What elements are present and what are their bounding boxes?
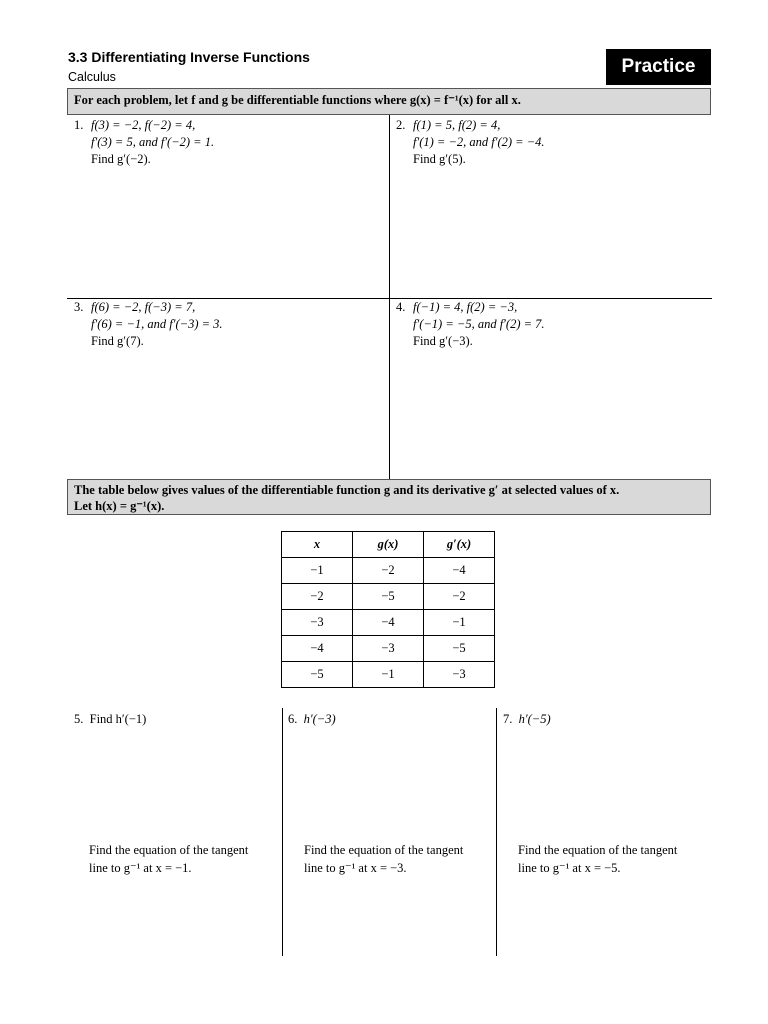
problem-given-line2: f′(1) = −2, and f′(2) = −4. <box>413 135 545 149</box>
table-cell: −4 <box>353 610 424 636</box>
problem-question: Find g′(−2). <box>91 152 151 166</box>
problem-5 <box>74 711 146 728</box>
problem-given-line1: f(6) = −2, f(−3) = 7, <box>91 300 196 314</box>
table-row <box>282 610 495 636</box>
table-row <box>282 558 495 584</box>
problem-3 <box>74 299 223 350</box>
problem-number: 7. <box>503 712 513 726</box>
problem-number: 6. <box>288 712 298 726</box>
table-cell: −5 <box>424 636 495 662</box>
problem-7 <box>503 711 551 728</box>
tangent-line-2: line to g⁻¹ at x = −1. <box>89 861 192 875</box>
table-cell: −5 <box>282 662 353 688</box>
table-header-cell: x <box>282 532 353 558</box>
problem-prompt: Find h′(−1) <box>89 712 147 726</box>
tangent-line-1: Find the equation of the tangent <box>304 843 464 857</box>
problem-given-line1: f(−1) = 4, f(2) = −3, <box>413 300 518 314</box>
problem-6 <box>288 711 336 728</box>
problem-prompt: h′(−5) <box>518 712 551 726</box>
table-cell: −3 <box>353 636 424 662</box>
table-cell: −5 <box>353 584 424 610</box>
vertical-divider-top <box>389 115 390 479</box>
tangent-line-2: line to g⁻¹ at x = −5. <box>518 861 621 875</box>
tangent-question-5 <box>89 841 279 877</box>
page-title: 3.3 Differentiating Inverse Functions <box>68 49 310 65</box>
problem-prompt: h′(−3) <box>303 712 336 726</box>
table-row <box>282 636 495 662</box>
problem-number: 4. <box>396 300 406 314</box>
problem-2 <box>396 117 545 168</box>
problem-given-line2: f′(−1) = −5, and f′(2) = 7. <box>413 317 545 331</box>
tangent-line-1: Find the equation of the tangent <box>518 843 678 857</box>
problem-given-line2: f′(6) = −1, and f′(−3) = 3. <box>91 317 223 331</box>
problem-number: 2. <box>396 118 406 132</box>
vertical-divider-bottom-2 <box>496 708 497 956</box>
problem-question: Find g′(7). <box>91 334 144 348</box>
instruction-banner-2 <box>67 479 711 515</box>
table-cell: −1 <box>282 558 353 584</box>
table-cell: −2 <box>353 558 424 584</box>
problem-given-line1: f(3) = −2, f(−2) = 4, <box>91 118 196 132</box>
problem-question: Find g′(5). <box>413 152 466 166</box>
tangent-line-1: Find the equation of the tangent <box>89 843 249 857</box>
values-table <box>281 531 495 688</box>
tangent-line-2: line to g⁻¹ at x = −3. <box>304 861 407 875</box>
table-cell: −2 <box>424 584 495 610</box>
tangent-question-7 <box>518 841 708 877</box>
problem-number: 3. <box>74 300 84 314</box>
problem-given-line1: f(1) = 5, f(2) = 4, <box>413 118 501 132</box>
table-cell: −3 <box>282 610 353 636</box>
practice-badge: Practice <box>606 49 711 85</box>
vertical-divider-bottom-1 <box>282 708 283 956</box>
problem-question: Find g′(−3). <box>413 334 473 348</box>
table-cell: −4 <box>424 558 495 584</box>
table-row <box>282 662 495 688</box>
table-cell: −1 <box>353 662 424 688</box>
instruction-banner-1: For each problem, let f and g be differentiable functions where g(x) = f⁻¹(x) for all x. <box>67 88 711 115</box>
tangent-question-6 <box>304 841 494 877</box>
table-header-row <box>282 532 495 558</box>
table-row <box>282 584 495 610</box>
table-cell: −3 <box>424 662 495 688</box>
table-cell: −1 <box>424 610 495 636</box>
table-header-cell: g′(x) <box>424 532 495 558</box>
problem-given-line2: f′(3) = 5, and f′(−2) = 1. <box>91 135 215 149</box>
problem-4 <box>396 299 545 350</box>
problem-1 <box>74 117 214 168</box>
table-cell: −2 <box>282 584 353 610</box>
instruction-line-1: The table below gives values of the differentiable function g and its derivative g′ at selected values of x. <box>74 483 620 497</box>
problem-number: 5. <box>74 712 84 726</box>
problem-number: 1. <box>74 118 84 132</box>
table-cell: −4 <box>282 636 353 662</box>
page-subtitle: Calculus <box>68 70 116 84</box>
table-header-cell: g(x) <box>353 532 424 558</box>
instruction-line-2: Let h(x) = g⁻¹(x). <box>74 499 165 513</box>
